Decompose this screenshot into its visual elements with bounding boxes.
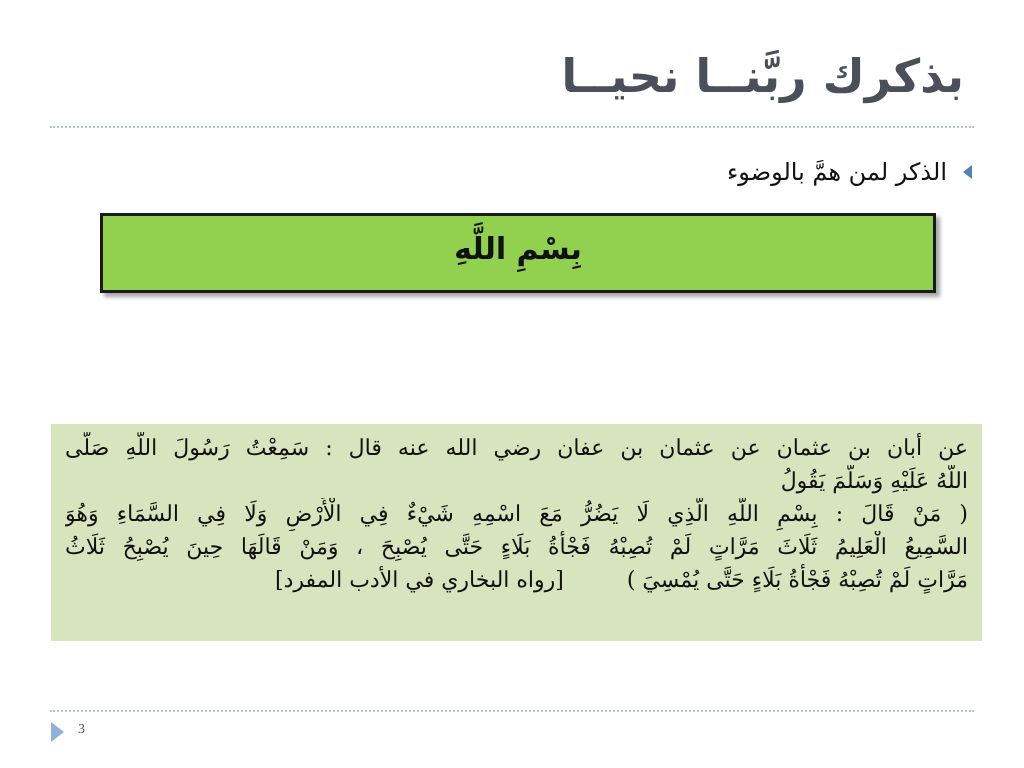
- basmala-text: بِسْمِ اللَّهِ: [454, 232, 582, 267]
- basmala-box: [100, 213, 936, 293]
- triangle-nav-icon: [51, 722, 64, 742]
- title-divider: [50, 126, 974, 128]
- bullet-text: الذكر لمن همَّ بالوضوء: [727, 158, 947, 186]
- bullet-item: [72, 158, 972, 186]
- hadith-line: ( مَنْ قَالَ : بِسْمِ اللَّهِ الَّذِي لَا يَضُرُّ مَعَ اسْمِهِ شَيْءٌ فِي الْأَرْضِ وَلَا فِي السَّمَاءِ وَهُوَ: [65, 502, 968, 527]
- slide-title: بذكرك ربَّنــا نحيــا: [561, 49, 964, 103]
- triangle-bullet-icon: [963, 165, 972, 179]
- hadith-line: مَرَّاتٍ لَمْ تُصِبْهُ فَجْأَةُ بَلَاءٍ حَتَّى يُمْسِيَ ) [رواه البخاري في الأدب المفرد]: [275, 568, 968, 593]
- page-number: 3: [78, 722, 85, 737]
- hadith-box: [51, 424, 982, 641]
- hadith-line: اللَّهُ عَلَيْهِ وَسَلَّمَ يَقُولُ: [780, 469, 968, 494]
- hadith-line: السَّمِيعُ الْعَلِيمُ ثَلَاثَ مَرَّاتٍ لَمْ تُصِبْهُ فَجْأَةُ بَلَاءٍ حَتَّى يُصْبِحَ ، وَمَنْ قَالَهَا حِينَ يُصْبِحُ ثَلَاثُ: [65, 535, 968, 560]
- footer-divider: [50, 710, 974, 712]
- hadith-line: عن أبان بن عثمان عن عثمان بن عفان رضي الله عنه قال : سَمِعْتُ رَسُولَ اللَّهِ صَلَّى: [65, 436, 968, 461]
